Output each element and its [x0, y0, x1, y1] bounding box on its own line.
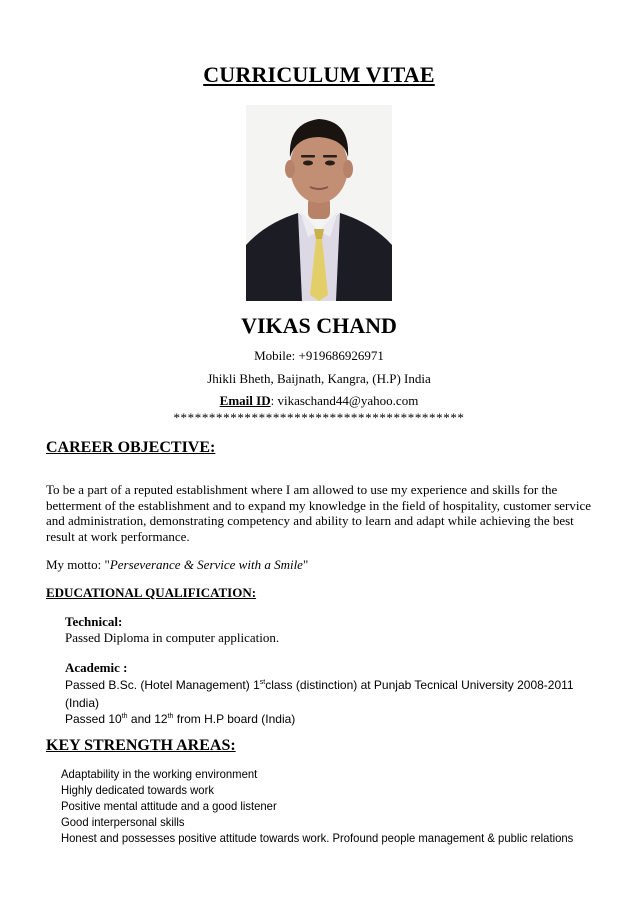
motto-line	[46, 557, 308, 573]
academic-degree-text: Passed B.Sc. (Hotel Management) 1	[65, 678, 260, 692]
career-heading-text: CAREER OBJECTIVE	[46, 439, 211, 456]
address: Jhikli Bheth, Baijnath, Kangra, (H.P) India	[207, 371, 431, 386]
academic-school-text: Passed 10	[65, 712, 122, 726]
academic-degree	[65, 677, 585, 712]
technical-text: Passed Diploma in computer application.	[65, 630, 280, 645]
key-strengths-heading: KEY STRENGTH AREAS:	[46, 737, 236, 754]
list-item: Positive mental attitude and a good listener	[61, 799, 277, 813]
career-heading-colon: :	[210, 439, 216, 456]
list-item: Highly dedicated towards work	[61, 783, 214, 797]
academic-school-sup-1: th	[121, 713, 128, 720]
list-item: Good interpersonal skills	[61, 815, 185, 829]
technical-label: Technical:	[65, 614, 123, 629]
list-item: Adaptability in the working environment	[61, 767, 258, 781]
email-label: Email ID	[219, 393, 271, 408]
academic-school-mid: and 12	[127, 712, 168, 726]
academic-school-rest: from H.P board (India)	[173, 712, 296, 726]
academic-school-sup-2: th	[167, 713, 174, 720]
academic-school	[65, 712, 295, 726]
key-strengths-list	[61, 766, 606, 846]
candidate-name: VIKAS CHAND	[241, 313, 397, 338]
motto-suffix: "	[302, 557, 309, 572]
motto-prefix: My motto: "	[46, 557, 110, 572]
academic-degree-rest: class (distinction) at Punjab Tecnical University 2008-2011 (India)	[65, 678, 574, 710]
career-objective-heading	[46, 439, 215, 457]
academic-degree-sup: st	[259, 679, 266, 686]
academic-label: Academic :	[65, 660, 128, 675]
separator-line: *****************************************	[173, 410, 465, 425]
email-line	[0, 393, 638, 409]
career-objective-text: To be a part of a reputed establishment where I am allowed to use my experience and skills for the betterment of the establishment and to expand my knowledge in the field of hospitality, customer service and administration, demonstrating competency and ability to learn and adapt while achieving the best result at work performance.	[46, 482, 592, 544]
email-value[interactable]: : vikaschand44@yahoo.com	[270, 393, 419, 408]
mobile-number: Mobile: +919686926971	[254, 348, 384, 363]
motto-text: Perseverance & Service with a Smile	[109, 557, 303, 572]
document-title: CURRICULUM VITAE	[203, 62, 435, 87]
list-item: Honest and possesses positive attitude towards work. Profound people management & public relations	[61, 831, 574, 845]
person-portrait-icon	[246, 105, 392, 301]
profile-photo	[246, 105, 392, 301]
education-heading: EDUCATIONAL QUALIFICATION:	[46, 585, 257, 600]
